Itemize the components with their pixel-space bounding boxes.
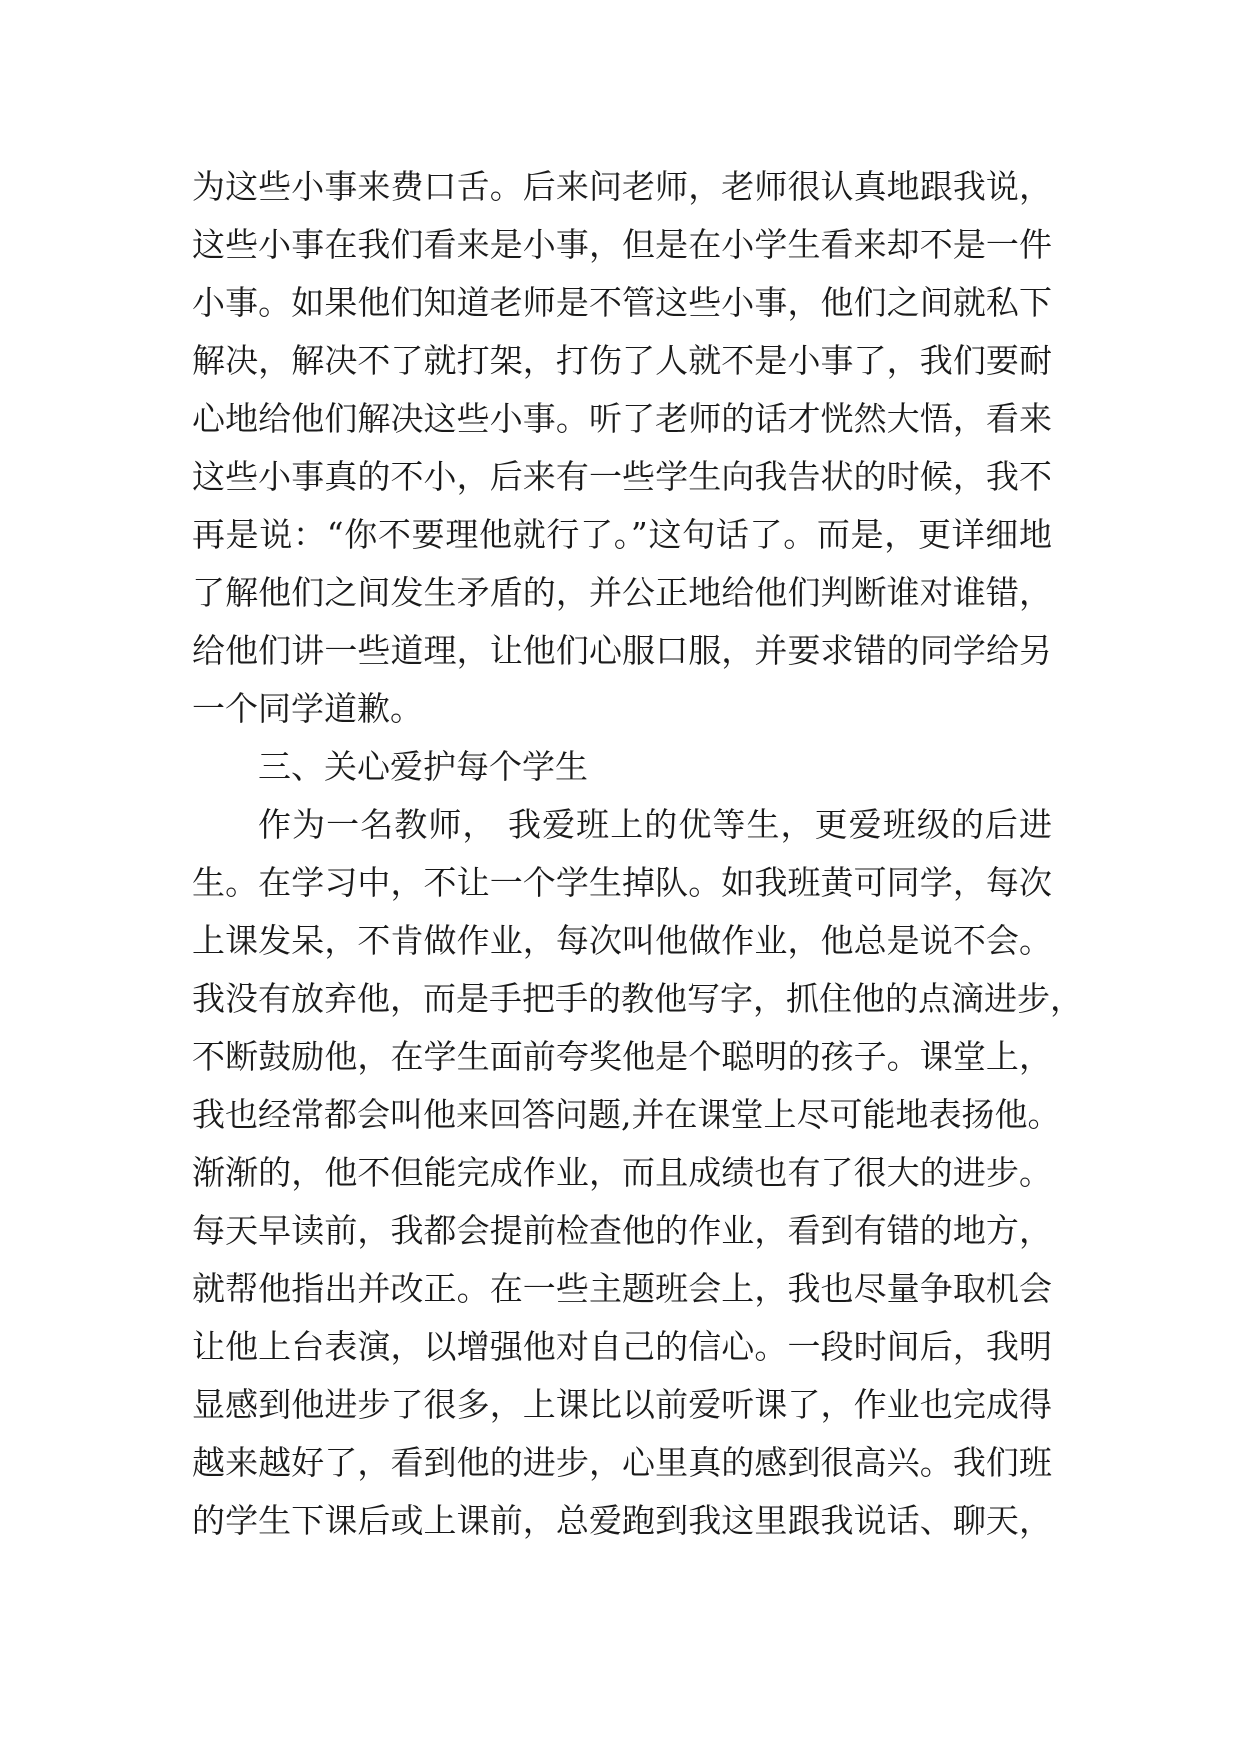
text-line: 越来越好了，看到他的进步，心里真的感到很高兴。我们班 (192, 1443, 1052, 1482)
text-line: 每天早读前，我都会提前检查他的作业，看到有错的地方， (192, 1211, 1052, 1250)
section-heading: 三、关心爱护每个学生 (258, 747, 588, 786)
text-line: 我没有放弃他，而是手把手的教他写字，抓住他的点滴进步， (192, 979, 1083, 1018)
text-line: 小事。如果他们知道老师是不管这些小事，他们之间就私下 (192, 283, 1052, 322)
text-line: 再是说：“你不要理他就行了。”这句话了。而是，更详细地 (192, 515, 1052, 554)
text-line: 显感到他进步了很多，上课比以前爱听课了，作业也完成得 (192, 1385, 1052, 1424)
text-line: 生。在学习中，不让一个学生掉队。如我班黄可同学，每次 (192, 863, 1052, 902)
text-line: 给他们讲一些道理，让他们心服口服，并要求错的同学给另 (192, 631, 1052, 670)
text-line: 心地给他们解决这些小事。听了老师的话才恍然大悟，看来 (192, 399, 1052, 438)
text-line: 这些小事真的不小，后来有一些学生向我告状的时候，我不 (192, 457, 1052, 496)
text-line: 上课发呆，不肯做作业，每次叫他做作业，他总是说不会。 (192, 921, 1052, 960)
text-line: 不断鼓励他，在学生面前夸奖他是个聪明的孩子。课堂上， (192, 1037, 1052, 1076)
paragraph-first-line: 作为一名教师， 我爱班上的优等生，更爱班级的后进 (258, 805, 1052, 844)
text-line: 一个同学道歉。 (192, 689, 423, 728)
text-line: 了解他们之间发生矛盾的，并公正地给他们判断谁对谁错， (192, 573, 1052, 612)
text-line: 的学生下课后或上课前，总爱跑到我这里跟我说话、聊天， (192, 1501, 1052, 1540)
text-line: 渐渐的，他不但能完成作业，而且成绩也有了很大的进步。 (192, 1153, 1052, 1192)
text-line: 解决，解决不了就打架，打伤了人就不是小事了，我们要耐 (192, 341, 1052, 380)
text-line: 就帮他指出并改正。在一些主题班会上，我也尽量争取机会 (192, 1269, 1052, 1308)
text-line: 让他上台表演，以增强他对自己的信心。一段时间后，我明 (192, 1327, 1052, 1366)
text-line: 为这些小事来费口舌。后来问老师，老师很认真地跟我说， (192, 167, 1052, 206)
text-line: 我也经常都会叫他来回答问题,并在课堂上尽可能地表扬他。 (192, 1095, 1061, 1134)
text-line: 这些小事在我们看来是小事，但是在小学生看来却不是一件 (192, 225, 1052, 264)
